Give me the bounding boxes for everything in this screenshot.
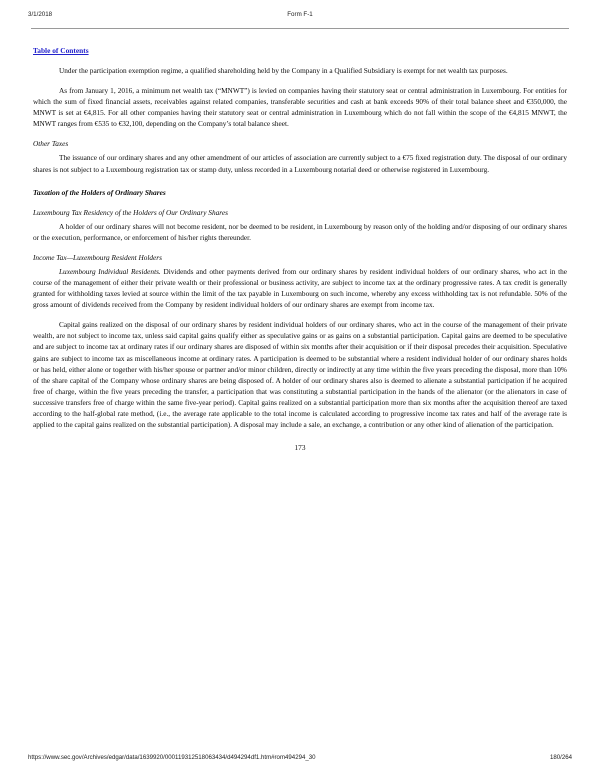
table-of-contents-link[interactable]: Table of Contents [33, 46, 89, 55]
heading-tax-residency: Luxembourg Tax Residency of the Holders of Our Ordinary Shares [33, 207, 228, 217]
paragraph-participation-exemption: Under the participation exemption regime, a qualified shareholding held by the Company in a Qualified Subsidiary is exempt for net wealth tax purposes. [59, 66, 508, 75]
paragraph-capital-gains: Capital gains realized on the disposal of our ordinary shares by resident individual holders of our ordinary shares, who act in the course of the management of their private wealth, are not subject to income tax, unless said capital gains qualify either as speculative gains or as gains on a substantial participation. Capital gains are deemed to be speculative and are subject to income tax at ordinary rates if our ordinary shares are disposed of within six months after their acquisition or if their disposal precedes their acquisition. Speculative gains are subject to income tax as miscellaneous income at ordinary rates. A participation is deemed to be substantial where a resident individual holder of our ordinary shares holds or has held, either alone or together with his/her spouse or partner and/or minor children, directly or indirectly at any time within the five years preceding the disposal, more than 10% of the share capital of the Company whose ordinary shares are being disposed of. A holder of our ordinary shares also is deemed to alienate a substantial participation if he acquired free of charge, within the five years preceding the transfer, a participation that was constituting a substantial participation in the hands of the alienator (or the alienators in case of successive transfers free of charge within the same five-year period). Capital gains realized on a substantial participation more than six months after the acquisition thereof are taxed according to the half-global rate method, (i.e., the average rate applicable to the total income is calculated according to progressive income tax rates and half of the average rate is applied to the capital gains realized on the substantial participation). A disposal may include a sale, an exchange, a contribution or any other kind of alienation of the participation. [33, 320, 567, 430]
paragraph-other-taxes: The issuance of our ordinary shares and any other amendment of our articles of association are currently subject to a €75 fixed registration duty. The disposal of our ordinary shares is not subject to a Luxembourg registration tax or stamp duty, unless recorded in a Luxembourg notarial deed or otherwise registered in Luxembourg. [33, 153, 567, 174]
document-content [33, 40, 567, 453]
print-footer [0, 752, 600, 764]
heading-taxation-of-holders: Taxation of the Holders of Ordinary Shares [33, 187, 166, 197]
page-number: 173 [294, 443, 306, 453]
heading-income-tax-resident-holders: Income Tax—Luxembourg Resident Holders [33, 252, 162, 262]
print-header [0, 9, 600, 21]
print-header-title: Form F-1 [287, 11, 313, 18]
paragraph-tax-residency: A holder of our ordinary shares will not become resident, nor be deemed to be resident, in Luxembourg by reason only of the holding and/or disposing of our ordinary shares or the execution, performance, or enforcement of his/her rights thereunder. [33, 221, 567, 242]
paragraph-individual-residents-text: Dividends and other payments derived from our ordinary shares by resident individual holders of our ordinary shares, who act in the course of the management of either their private wealth or their professional or business activity, are subject to income tax at the ordinary progressive rates. A tax credit is generally granted for withholding taxes levied at source within the limit of the tax payable in Luxembourg on such income, whereby any excess withholding tax is not refundable. 50% of the gross amount of dividends received from the Company by resident individual holders of our ordinary shares are exempt from income tax. [33, 266, 567, 310]
print-header-date: 3/1/2018 [28, 11, 53, 18]
paragraph-minimum-net-wealth-tax: As from January 1, 2016, a minimum net wealth tax (“MNWT”) is levied on companies having their statutory seat or central administration in Luxembourg. For entities for which the sum of fixed financial assets, receivables against related companies, transferable securities and cash at bank exceeds 90% of their total balance sheet and €350,000, the MNWT is set at €4,815. For all other companies having their statutory seat or central administration in Luxembourg which do not fall within the scope of the €4,815 MNWT, the MNWT ranges from €535 to €32,100, depending on the Company’s total balance sheet. [33, 86, 567, 129]
paragraph-individual-residents [33, 266, 567, 310]
paragraph-lead-in-individual-residents: Luxembourg Individual Residents. [59, 266, 161, 276]
print-footer-url: https://www.sec.gov/Archives/edgar/data/1639920/000119312518063434/d494294df1.htm#rom494294_30 [28, 754, 316, 761]
heading-other-taxes: Other Taxes [33, 139, 69, 149]
print-footer-page-indicator: 180/264 [549, 754, 572, 761]
header-divider [31, 28, 569, 29]
